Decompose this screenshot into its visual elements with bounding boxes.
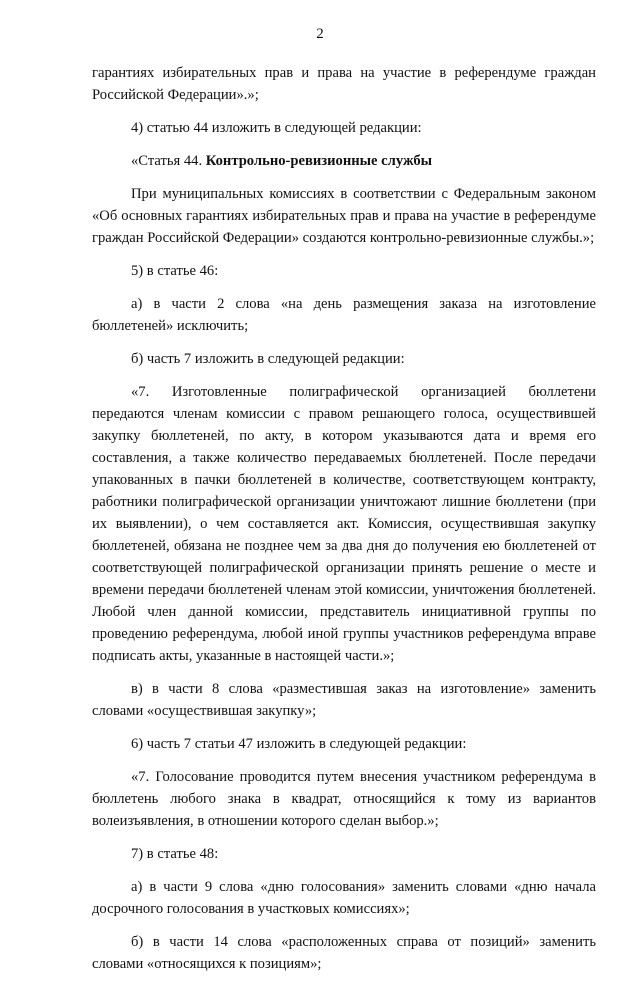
article-heading	[92, 150, 596, 172]
paragraph-item-7: 7) в статье 48:	[131, 846, 219, 862]
paragraph-item-7b: б) в части 14 слова «расположенных справа от позиций» заменить словами «относящихся к позициям»;	[92, 934, 596, 972]
paragraph-part-7-text: «7. Изготовленные полиграфической организацией бюллетени передаются членам комиссии с правом решающего голоса, осуществившей закупку бюллетеней, по акту, в котором указываются дата и время его составления, а также количество передаваемых бюллетеней. После передачи упакованных в пачки бюллетеней в количестве, соответствующем контракту, работники полиграфической организации уничтожают лишние бюллетени (при их выявлении), о чем составляется акт. Комиссия, осуществившая закупку бюллетеней, обязана не позднее чем за два дня до получения ею бюллетеней от соответствующей полиграфической организации принять решение о месте и времени передачи бюллетеней членам этой комиссии, уничтожения бюллетеней. Любой член данной комиссии, представитель инициативной группы по проведению референдума, любой иной группы участников референдума вправе подписать акты, указанные в настоящей части.»;	[92, 384, 596, 664]
paragraph-item-7a: а) в части 9 слова «дню голосования» заменить словами «дню начала досрочного голосования в участковых комиссиях»;	[92, 879, 596, 917]
paragraph-item-5a: а) в части 2 слова «на день размещения заказа на изготовление бюллетеней» исключить;	[92, 296, 596, 334]
document-body	[92, 62, 596, 986]
paragraph-item-6: 6) часть 7 статьи 47 изложить в следующей редакции:	[131, 736, 467, 752]
article-heading-prefix: «Статья 44.	[131, 153, 206, 169]
article-heading-title: Контрольно-ревизионные службы	[205, 153, 433, 169]
page-number: 2	[316, 26, 324, 42]
paragraph-voting-text: «7. Голосование проводится путем внесения участником референдума в бюллетень любого знака в квадрат, относящийся к тому из вариантов волеизъявления, в отношении которого сделан выбор.»;	[92, 769, 596, 829]
paragraph-item-5b: б) часть 7 изложить в следующей редакции:	[131, 351, 405, 367]
paragraph-article-44-body: При муниципальных комиссиях в соответствии с Федеральным законом «Об основных гарантиях избирательных прав и права на участие в референдуме граждан Российской Федерации» создаются контрольно-ревизионные службы.»;	[92, 186, 596, 246]
paragraph-item-5v: в) в части 8 слова «разместившая заказ на изготовление» заменить словами «осуществившая закупку»;	[92, 681, 596, 719]
paragraph-item-4: 4) статью 44 изложить в следующей редакции:	[131, 120, 422, 136]
paragraph-item-5: 5) в статье 46:	[131, 263, 219, 279]
paragraph-continuation: гарантиях избирательных прав и права на участие в референдуме граждан Российской Федерации».»;	[92, 65, 596, 103]
